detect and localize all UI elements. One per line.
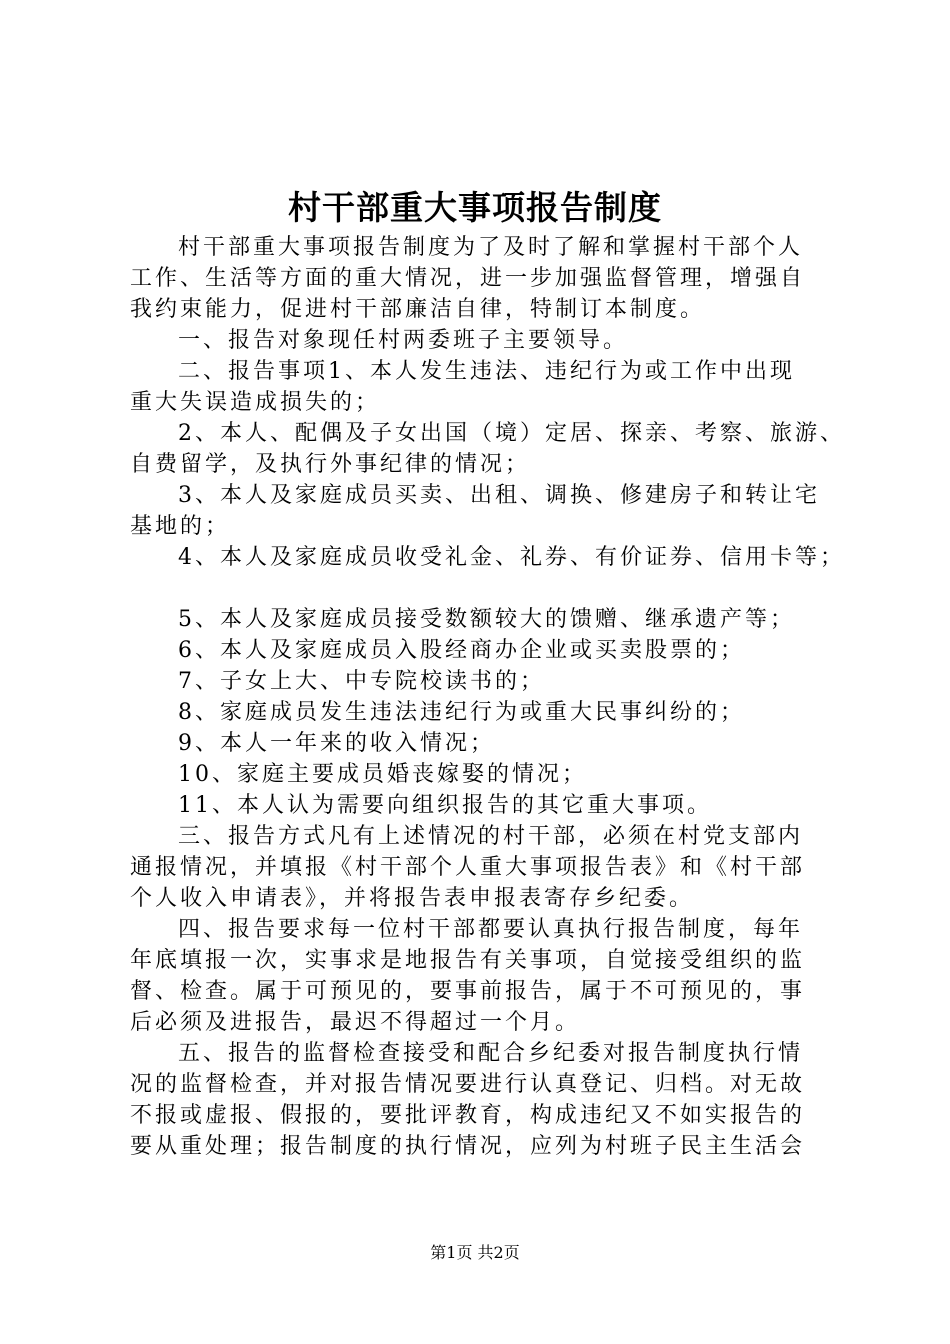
body-line: 四、报告要求每一位村干部都要认真执行报告制度，每年 [178,917,804,942]
body-line: 督、检查。属于可预见的，要事前报告，属于不可预见的，事 [130,979,806,1004]
body-line: 7、子女上大、中专院校读书的； [178,669,545,694]
body-line: 5、本人及家庭成员接受数额较大的馈赠、继承遗产等； [178,607,795,632]
body-line: 二、报告事项1、本人发生违法、违纪行为或工作中出现 [178,359,795,384]
body-line: 11、本人认为需要向组织报告的其它重大事项。 [178,793,712,818]
body-line: 2、本人、配偶及子女出国（境）定居、探亲、考察、旅游、 [178,421,845,446]
body-line: 况的监督检查，并对报告情况要进行认真登记、归档。对无故 [130,1072,806,1097]
body-line: 村干部重大事项报告制度为了及时了解和掌握村干部个人 [178,235,804,260]
body-line: 不报或虚报、假报的，要批评教育，构成违纪又不如实报告的 [130,1103,806,1128]
body-line: 4、本人及家庭成员收受礼金、礼券、有价证券、信用卡等； [178,545,845,570]
document-title: 村干部重大事项报告制度 [288,188,662,227]
body-line: 9、本人一年来的收入情况； [178,731,495,756]
body-line: 重大失误造成损失的； [130,390,381,415]
body-line: 自费留学，及执行外事纪律的情况； [130,452,531,477]
document-body [130,232,845,1162]
body-line: 一、报告对象现任村两委班子主要领导。 [178,328,629,353]
body-line: 要从重处理；报告制度的执行情况，应列为村班子民主生活会 [130,1134,806,1159]
page-footer: 第1页 共2页 [430,1243,520,1262]
body-line: 6、本人及家庭成员入股经商办企业或买卖股票的； [178,638,745,663]
body-line: 后必须及进报告，最迟不得超过一个月。 [130,1010,581,1035]
body-line: 年底填报一次，实事求是地报告有关事项，自觉接受组织的监 [130,948,806,973]
body-line: 3、本人及家庭成员买卖、出租、调换、修建房子和转让宅 [178,483,820,508]
body-line: 工作、生活等方面的重大情况，进一步加强监督管理，增强自 [130,266,806,291]
blank-line [130,573,842,604]
body-line: 我约束能力，促进村干部廉洁自律，特制订本制度。 [130,297,706,322]
body-line: 10、家庭主要成员婚丧嫁娶的情况； [178,762,587,787]
body-line: 8、家庭成员发生违法违纪行为或重大民事纠纷的； [178,700,745,725]
body-line: 个人收入申请表》，并将报告表申报表寄存乡纪委。 [130,886,695,911]
body-line: 五、报告的监督检查接受和配合乡纪委对报告制度执行情 [178,1041,804,1066]
body-line: 三、报告方式凡有上述情况的村干部，必须在村党支部内 [178,824,804,849]
body-line: 基地的； [130,514,231,539]
body-line: 通报情况，并填报《村干部个人重大事项报告表》和《村干部 [130,855,806,880]
